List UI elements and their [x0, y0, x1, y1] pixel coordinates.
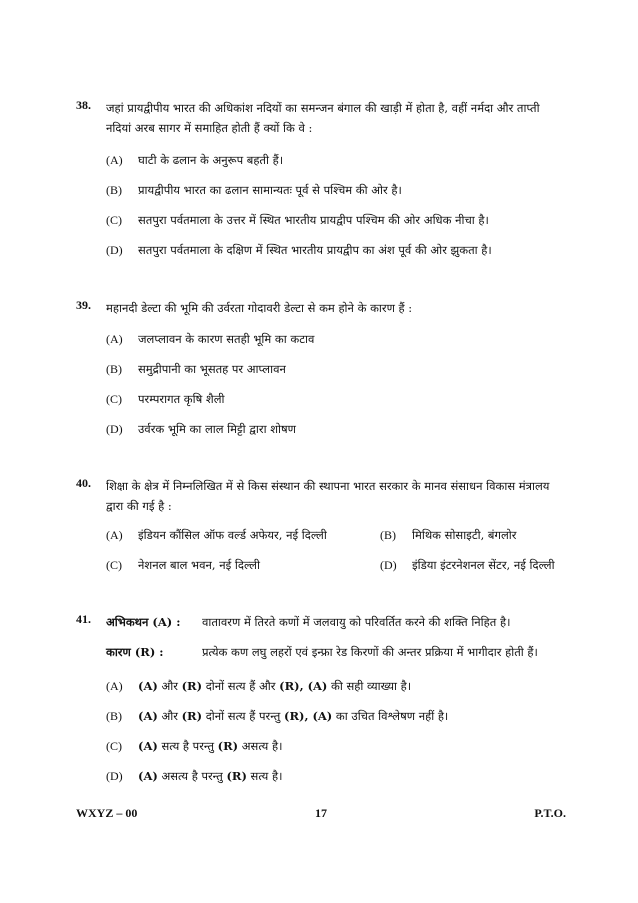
option-text: नेशनल बाल भवन, नई दिल्ली — [138, 558, 260, 572]
question-39 — [76, 298, 566, 449]
option-list — [106, 676, 566, 796]
option-label: (B) — [380, 528, 396, 542]
assertion-row — [106, 612, 566, 642]
option-text: इंडिया इंटरनेशनल सेंटर, नई दिल्ली — [412, 558, 555, 572]
reason-label: कारण (R) : — [106, 645, 164, 659]
option-label: (C) — [106, 558, 122, 572]
reason-row — [106, 642, 566, 672]
option-text: समुद्रीपानी का भूसतह पर आप्लावन — [138, 362, 286, 376]
question-number: 38. — [76, 98, 91, 112]
question-number: 40. — [76, 476, 91, 490]
option-label: (B) — [106, 362, 122, 376]
option-text: इंडियन कौंसिल ऑफ वर्ल्ड अफेयर, नई दिल्ली — [138, 528, 327, 542]
option-label: (D) — [380, 558, 397, 572]
question-41 — [76, 612, 566, 796]
question-number: 39. — [76, 298, 91, 312]
option-a — [106, 329, 566, 359]
option-text: (A) सत्य है परन्तु (R) असत्य है। — [138, 739, 283, 753]
option-b — [106, 359, 566, 389]
option-text: घाटी के ढलान के अनुरूप बहती हैं। — [138, 153, 284, 167]
option-label: (A) — [106, 332, 123, 346]
assertion-text: वातावरण में तिरते कणों में जलवायु को परिवर्तित करने की शक्ति निहित है। — [202, 615, 511, 629]
option-list — [106, 528, 566, 588]
question-number: 41. — [76, 612, 91, 626]
question-38 — [76, 98, 566, 270]
option-text: (A) असत्य है परन्तु (R) सत्य है। — [138, 769, 283, 783]
option-d — [106, 766, 566, 796]
option-label: (D) — [106, 243, 123, 257]
assertion-label: अभिकथन (A) : — [106, 615, 181, 629]
option-d — [106, 240, 566, 270]
option-label: (A) — [106, 153, 123, 167]
option-text: जलप्लावन के कारण सतही भूमि का कटाव — [138, 332, 315, 346]
option-label: (D) — [106, 422, 123, 436]
option-label: (C) — [106, 392, 122, 406]
reason-text: प्रत्येक कण लघु लहरों एवं इन्फ्रा रेड किरणों की अन्तर प्रक्रिया में भागीदार होती हैं। — [202, 645, 538, 659]
option-label: (A) — [106, 679, 123, 693]
option-text: सतपुरा पर्वतमाला के उत्तर में स्थित भारतीय प्रायद्वीप पश्चिम की ओर अधिक नीचा है। — [138, 213, 489, 227]
option-text: मिथिक सोसाइटी, बंगलोर — [412, 528, 517, 542]
option-a — [106, 150, 566, 180]
question-40 — [76, 476, 566, 588]
option-label: (A) — [106, 528, 123, 542]
option-c — [106, 736, 566, 766]
paper-code: WXYZ – 00 — [76, 806, 138, 820]
option-text: (A) और (R) दोनों सत्य हैं और (R), (A) की सही व्याख्या है। — [138, 679, 412, 693]
option-c — [106, 210, 566, 240]
option-text: (A) और (R) दोनों सत्य हैं परन्तु (R), (A) का उचित विश्लेषण नहीं है। — [138, 709, 449, 723]
option-d — [106, 419, 566, 449]
option-c — [106, 389, 566, 419]
option-b — [106, 706, 566, 736]
question-text: शिक्षा के क्षेत्र में निम्नलिखित में से किस संस्थान की स्थापना भारत सरकार के मानव संसाधन विकास मंत्रालय द्वारा की गई है : — [106, 479, 550, 513]
option-text: परम्परागत कृषि शैली — [138, 392, 225, 406]
option-label: (C) — [106, 213, 122, 227]
option-label: (D) — [106, 769, 123, 783]
option-list — [106, 329, 566, 449]
pto-label: P.T.O. — [534, 806, 566, 820]
option-label: (C) — [106, 739, 122, 753]
option-label: (B) — [106, 183, 122, 197]
option-text: उर्वरक भूमि का लाल मिट्टी द्वारा शोषण — [138, 422, 296, 436]
option-b — [106, 180, 566, 210]
question-text: जहां प्रायद्वीपीय भारत की अधिकांश नदियों का समन्जन बंगाल की खाड़ी में होता है, वहीं नर्मदा और ताप्ती नदियां अरब सागर में समाहित होती हैं क्यों कि वे : — [106, 101, 540, 135]
page-footer — [76, 806, 566, 826]
option-label: (B) — [106, 709, 122, 723]
option-text: प्रायद्वीपीय भारत का ढलान सामान्यतः पूर्व से पश्चिम की ओर है। — [138, 183, 402, 197]
option-list — [106, 150, 566, 270]
page-number: 17 — [315, 806, 327, 820]
question-text: महानदी डेल्टा की भूमि की उर्वरता गोदावरी डेल्टा से कम होने के कारण हैं : — [106, 301, 413, 315]
option-a — [106, 676, 566, 706]
option-text: सतपुरा पर्वतमाला के दक्षिण में स्थित भारतीय प्रायद्वीप का अंश पूर्व की ओर झुकता है। — [138, 243, 492, 257]
